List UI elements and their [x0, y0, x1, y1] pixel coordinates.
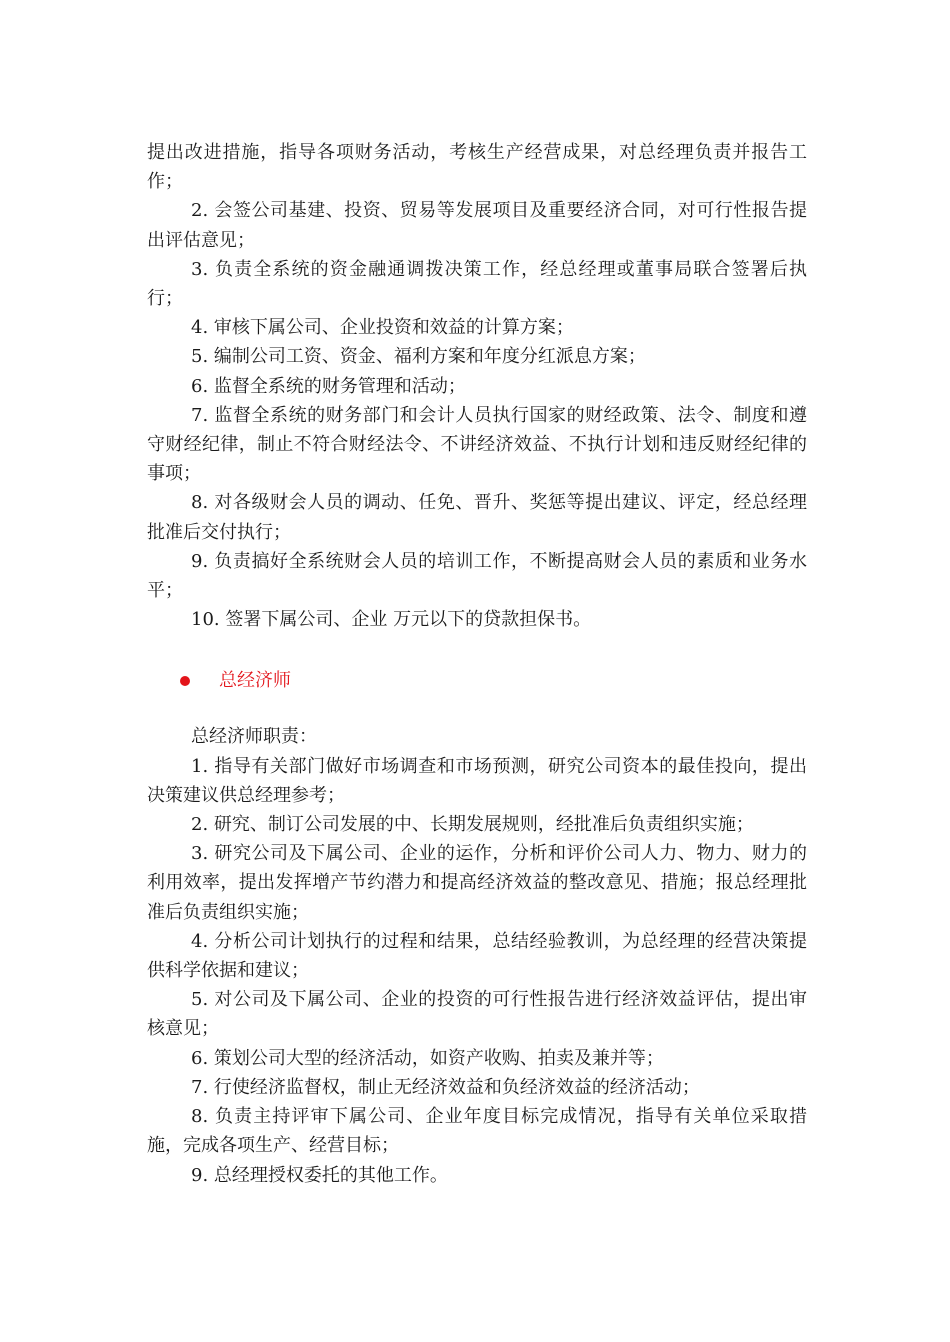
- duty-item: 8. 负责主持评审下属公司、企业年度目标完成情况，指导有关单位采取措施，完成各项生产、经营目标；: [147, 1106, 807, 1157]
- duty-item: 8. 对各级财会人员的调动、任免、晋升、奖惩等提出建议、评定，经总经理批准后交付执行；: [147, 492, 807, 543]
- duty-item: 10. 签署下属公司、企业 万元以下的贷款担保书。: [191, 609, 592, 631]
- document-page: [147, 138, 807, 1190]
- duty-item: 7. 行使经济监督权，制止无经济效益和负经济效益的经济活动；: [191, 1076, 700, 1098]
- duty-item: 7. 监督全系统的财务部门和会计人员执行国家的财经政策、法令、制度和遵守财经纪律，制止不符合财经法令、不讲经济效益、不执行计划和违反财经纪律的事项；: [147, 404, 807, 485]
- section-spacer: [147, 634, 807, 660]
- section-heading-text: 总经济师: [219, 670, 291, 692]
- duty-item: 3. 负责全系统的资金融通调拨决策工作，经总经理或董事局联合签署后执行；: [147, 258, 807, 310]
- duty-item: 2. 研究、制订公司发展的中、长期发展规则，经批准后负责组织实施；: [191, 814, 754, 836]
- duty-item: 9. 总经理授权委托的其他工作。: [191, 1164, 448, 1186]
- duty-item: 3. 研究公司及下属公司、企业的运作，分析和评价公司人力、物力、财力的利用效率，提出发挥增产节约潜力和提高经济效益的整改意见、措施；报总经理批准后负责组织实施；: [147, 843, 807, 923]
- duty-item: 5. 对公司及下属公司、企业的投资的可行性报告进行经济效益评估，提出审核意见；: [147, 989, 807, 1040]
- section-heading: [147, 664, 807, 698]
- duty-item: 6. 策划公司大型的经济活动，如资产收购、拍卖及兼并等；: [191, 1047, 664, 1069]
- duty-item: 4. 审核下属公司、企业投资和效益的计算方案；: [191, 317, 574, 339]
- duty-item: 9. 负责搞好全系统财会人员的培训工作，不断提高财会人员的素质和业务水平；: [147, 550, 807, 602]
- section-intro: 总经济师职责：: [191, 726, 317, 748]
- duty-item: 提出改进措施，指导各项财务活动，考核生产经营成果，对总经理负责并报告工作；: [147, 142, 807, 193]
- section-spacer: [147, 698, 807, 722]
- red-circle-bullet-icon: [180, 676, 190, 686]
- duty-item: 4. 分析公司计划执行的过程和结果，总结经验教训，为总经理的经营决策提供科学依据和建议；: [147, 930, 807, 982]
- duty-item: 6. 监督全系统的财务管理和活动；: [191, 375, 466, 397]
- duty-item: 2. 会签公司基建、投资、贸易等发展项目及重要经济合同，对可行性报告提出评估意见；: [147, 200, 807, 251]
- duty-item: 1. 指导有关部门做好市场调查和市场预测，研究公司资本的最佳投向，提出决策建议供总经理参考；: [147, 755, 807, 806]
- duty-item: 5. 编制公司工资、资金、福利方案和年度分红派息方案；: [191, 346, 646, 368]
